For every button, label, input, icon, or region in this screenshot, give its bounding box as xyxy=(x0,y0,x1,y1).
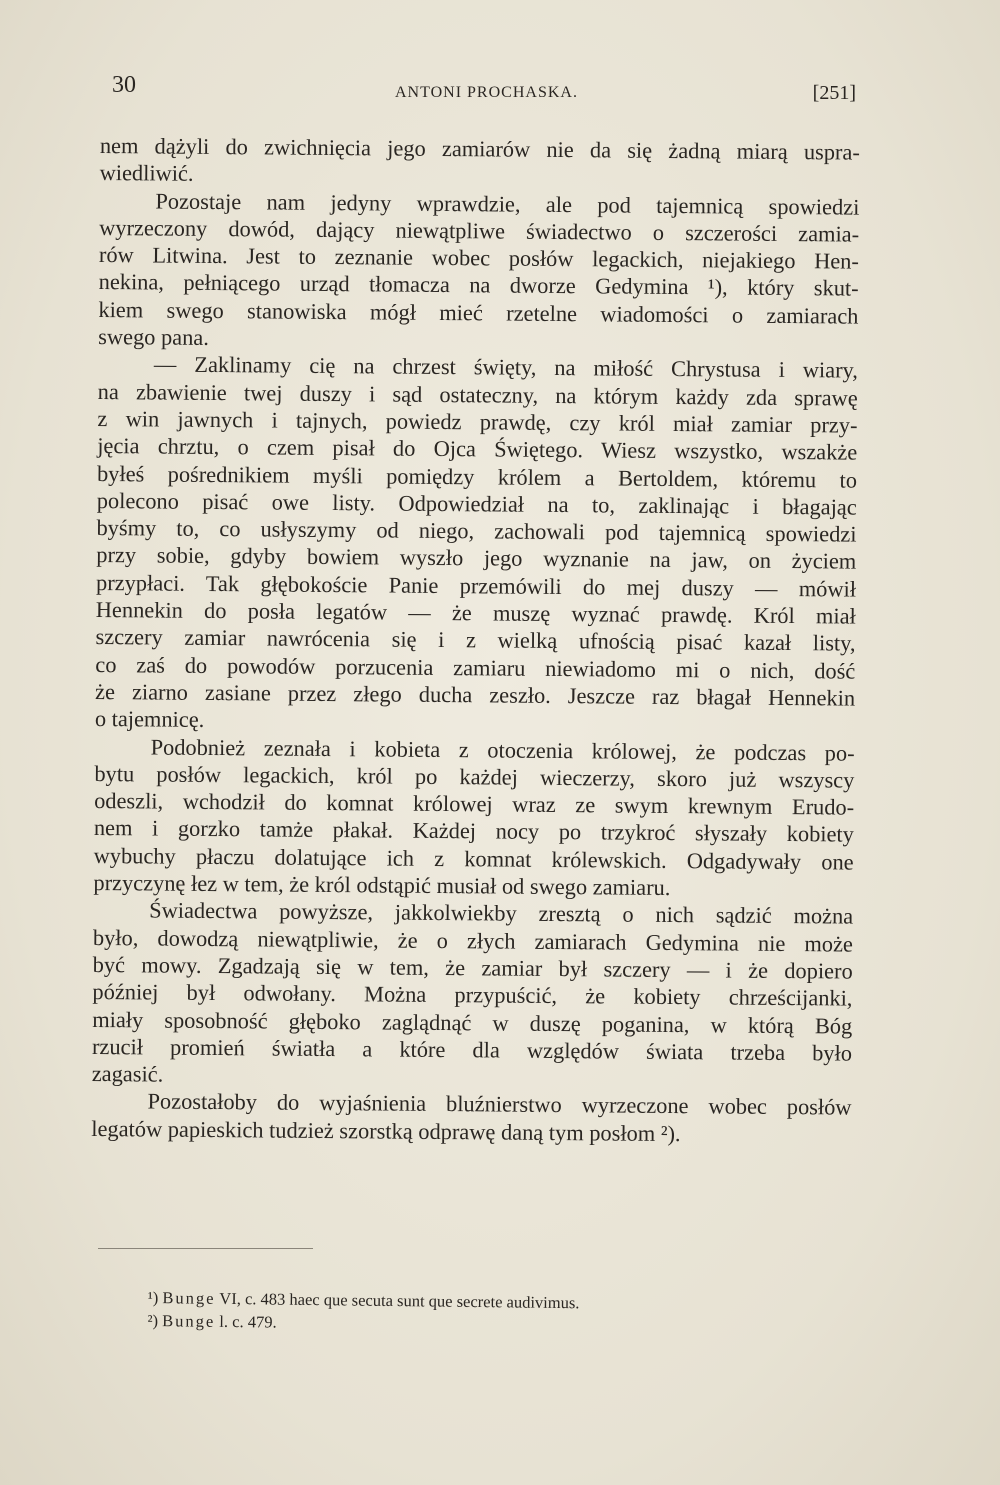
text-line: nekina, pełniącego urząd tłomacza na dworze Gedymina ¹), który skut- xyxy=(98,269,859,302)
body-text xyxy=(91,132,860,1149)
text-line: było, dowodzą niewątpliwie, że o złych zamiarach Gedymina nie może xyxy=(92,924,854,957)
text-line: wybuchy płaczu dolatujące ich z komnat królewskich. Odgadywały one xyxy=(93,842,854,875)
footnote-text: l. c. 479. xyxy=(215,1311,277,1332)
text-line: rów Litwina. Jest to zeznanie wobec posłów legackich, niejakiego Hen- xyxy=(98,242,860,274)
text-line: że ziarno zasiane przez złego ducha zeszło. Jeszcze raz błagał Hennekin xyxy=(95,678,856,711)
text-line: swego pana. xyxy=(98,324,210,351)
footnote-author: Bunge xyxy=(162,1311,216,1331)
text-line: legatów papieskich tudzież szorstką odprawę daną tym posłom ²). xyxy=(91,1115,681,1146)
text-line: Świadectwa powyższe, jakkolwiekby zresztą o nich sądzić można xyxy=(149,897,854,929)
text-line: przy sobie, gdyby bowiem wyszło jego wyznanie na jaw, on życiem xyxy=(96,542,857,575)
text-line: miały sposobność głęboko zaglądnąć w duszę poganina, w którą Bóg xyxy=(92,1006,853,1039)
bracketed-page-number: [251] xyxy=(812,82,856,104)
text-line: z win jawnych i tajnych, powiedz prawdę, czy król miał zamiar przy- xyxy=(97,405,858,438)
text-line: co zaś do powodów porzucenia zamiaru niewiadomo mi o nich, dość xyxy=(95,651,856,684)
text-line: wyrzeczony dowód, dający niewątpliwe świadectwo o szczerości zamia- xyxy=(99,214,860,247)
text-line: odeszli, wchodził do komnat królowej wraz ze swym krewnym Erudo- xyxy=(94,788,855,820)
text-line: Hennekin do posła legatów — że muszę wyznać prawdę. Król miał xyxy=(95,597,856,629)
page-header xyxy=(112,70,856,110)
text-line: byłeś pośrednikiem myśli pomiędzy królem a Bertoldem, któremu to xyxy=(96,460,858,493)
footnote-author: Bunge xyxy=(162,1288,216,1308)
text-line: o tajemnicę. xyxy=(94,706,205,733)
text-line: nem i gorzko tamże płakał. Każdej nocy po trzykroć słyszały kobiety xyxy=(93,815,855,848)
running-title: ANTONI PROCHASKA. xyxy=(395,84,578,101)
footnotes xyxy=(147,1286,748,1339)
text-line: przypłaci. Tak głębokoście Panie przemówili do mej duszy — mówił xyxy=(95,569,857,602)
text-line: Pozostaje nam jedyny wprawdzie, ale pod tajemnicą spowiedzi xyxy=(155,188,860,220)
page-number: 30 xyxy=(112,72,136,98)
footnote-text: VI, c. 483 haec que secuta sunt que secrete audivimus. xyxy=(215,1288,580,1313)
text-line: szczery zamiar nawrócenia się i z wielką ufnością pisać kazał listy, xyxy=(95,624,856,656)
footnote-mark: ²) xyxy=(147,1310,163,1331)
text-line: później był odwołany. Można przypuścić, że kobiety chrześcijanki, xyxy=(92,979,853,1011)
footnote-mark: ¹) xyxy=(147,1287,163,1308)
text-line: — Zaklinamy cię na chrzest święty, na miłość Chrystusa i wiary, xyxy=(153,351,859,383)
text-line: byśmy to, co usłyszymy od niego, zachowali pod tajemnicą spowiedzi xyxy=(96,515,857,547)
text-line: jęcia chrztu, o czem pisał do Ojca Świętego. Wiesz wszystko, wszakże xyxy=(97,433,858,465)
text-line: bytu posłów legackich, król po każdej wieczerzy, skoro już wszyscy xyxy=(94,760,855,793)
text-line: być mowy. Zgadzają się w tem, że zamiar był szczery — i że dopiero xyxy=(92,951,853,984)
footnote-divider xyxy=(98,1248,313,1249)
text-line: rzucił promień światła a które dla względów świata trzeba było xyxy=(91,1033,853,1066)
text-line: wiedliwić. xyxy=(99,160,194,187)
text-line: Podobnież zeznała i kobieta z otoczenia królowej, że podczas po- xyxy=(150,733,855,766)
text-line: nem dążyli do zwichnięcia jego zamiarów nie da się żadną miarą uspra- xyxy=(99,132,860,165)
text-line: na zbawienie twej duszy i sąd ostateczny, na którym każdy zda sprawę xyxy=(97,378,858,411)
text-line: zagasić. xyxy=(91,1061,164,1087)
text-line: przyczynę łez w tem, że król odstąpić musiał od swego zamiaru. xyxy=(93,869,671,901)
text-line: kiem swego stanowiska mógł mieć rzetelne wiadomości o zamiarach xyxy=(98,296,859,329)
text-line: polecono pisać owe listy. Odpowiedział na to, zaklinając i błagając xyxy=(96,487,857,520)
text-line: Pozostałoby do wyjaśnienia bluźnierstwo wyrzeczone wobec posłów xyxy=(147,1088,852,1120)
